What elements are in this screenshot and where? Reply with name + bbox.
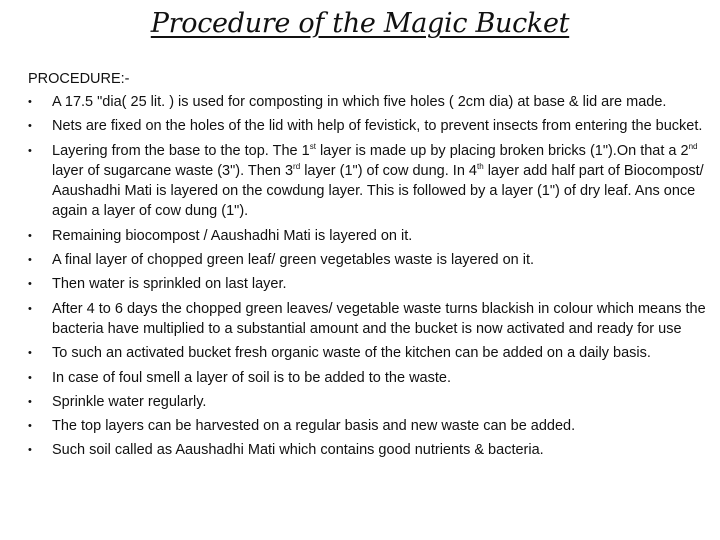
list-item: • To such an activated bucket fresh organic waste of the kitchen can be added on a daily basis. [28, 343, 718, 363]
page-title: Procedure of the Magic Bucket [150, 8, 570, 39]
procedure-list [28, 92, 718, 465]
list-item: • Then water is sprinkled on last layer. [28, 274, 718, 294]
list-item: • After 4 to 6 days the chopped green leaves/ vegetable waste turns blackish in colour which means the bacteria have multiplied to a substantial amount and the bucket is now activated and ready for use [28, 299, 718, 340]
list-item: • Nets are fixed on the holes of the lid with help of fevistick, to prevent insects from entering the bucket. [28, 116, 718, 136]
list-item: • Layering from the base to the top. The 1st layer is made up by placing broken bricks (1").On that a 2nd layer of sugarcane waste (3"). Then 3rd layer (1") of cow dung. In 4th layer add half part of Biocompost/ Aaushadhi Mati is layered on the cowdung layer. This is followed by a layer (1") of dry leaf. Ans once again a layer of cow dung (1"). [28, 141, 718, 222]
list-item: • A final layer of chopped green leaf/ green vegetables waste is layered on it. [28, 250, 718, 270]
list-item: • A 17.5 "dia( 25 lit. ) is used for composting in which five holes ( 2cm dia) at base & lid are made. [28, 92, 718, 112]
list-item: • The top layers can be harvested on a regular basis and new waste can be added. [28, 416, 718, 436]
section-heading: PROCEDURE:- [28, 71, 130, 87]
list-item: • Sprinkle water regularly. [28, 392, 718, 412]
list-item: • In case of foul smell a layer of soil is to be added to the waste. [28, 368, 718, 388]
list-item: • Remaining biocompost / Aaushadhi Mati is layered on it. [28, 226, 718, 246]
list-item: • Such soil called as Aaushadhi Mati which contains good nutrients & bacteria. [28, 440, 718, 460]
